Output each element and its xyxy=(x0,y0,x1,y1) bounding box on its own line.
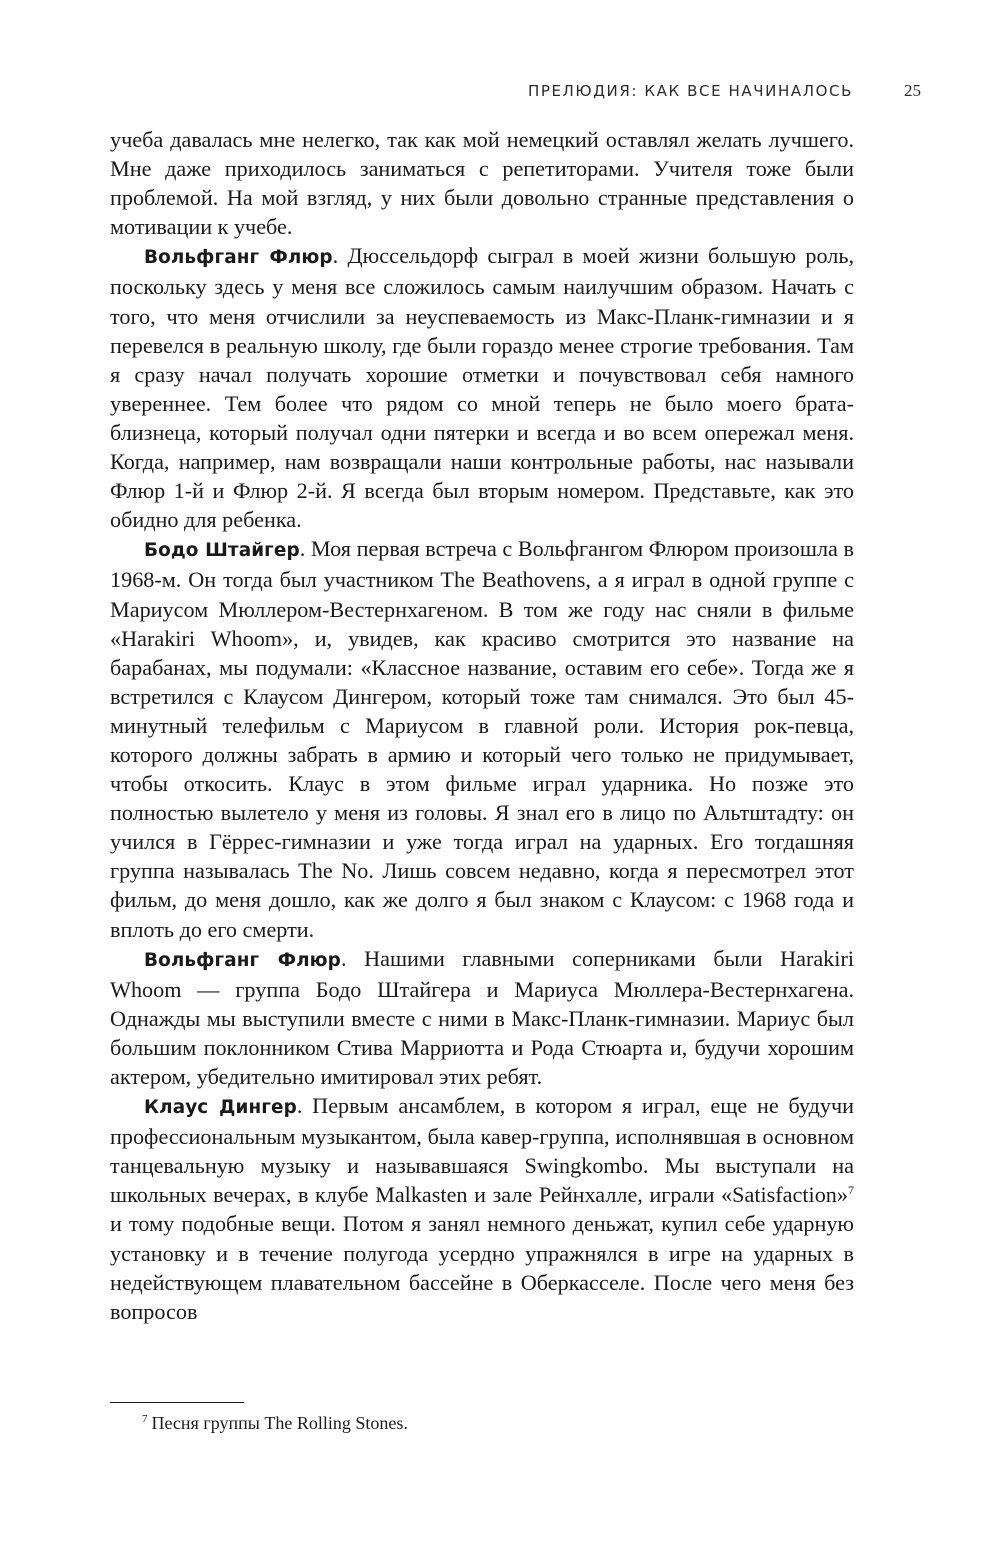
paragraph-text: . Дюссельдорф сыграл в моей жизни большую роль, поскольку здесь у меня все сложилось самым наилучшим образом. Начать с того, что меня отчислили за неуспеваемость из Макс-Планк-гимназии и я перевелся в реальную школу, где были гораздо менее строгие требования. Там я сразу начал получать хорошие отметки и почувствовал себя намного увереннее. Тем более что рядом со мной теперь не было моего брата-близнеца, который получал одни пятерки и всегда и во всем опережал меня. Когда, например, нам возвращали наши контрольные работы, нас называли Флюр 1-й и Флюр 2-й. Я всегда был вторым номером. Представьте, как это обидно для ребенка. xyxy=(110,243,854,533)
speaker-name: Клаус Дингер xyxy=(144,1097,297,1119)
page-number: 25 xyxy=(904,81,921,100)
paragraph xyxy=(110,944,854,1091)
footnote-divider xyxy=(110,1402,244,1403)
paragraph xyxy=(110,241,854,534)
footnote-number: 7 xyxy=(142,1413,148,1425)
body-text xyxy=(110,125,854,1326)
paragraph xyxy=(110,125,854,241)
paragraph-text: . Моя первая встреча с Вольфгангом Флюром произошла в 1968-м. Он тогда был участником The Beathovens, а я играл в одной группе с Мариусом Мюллером-Вестернхагеном. В том же году нас сняли в фильме «Harakiri Whoom», и, увидев, как красиво смотрится это название на барабанах, мы подумали: «Классное название, оставим его себе». Тогда же я встретился с Клаусом Дингером, который тоже там снимался. Это был 45-минутный телефильм с Мариусом в главной роли. История рок-певца, которого должны забрать в армию и который чего только не придумывает, чтобы откосить. Клаус в этом фильме играл ударника. Но позже это полностью вылетело у меня из головы. Я знал его в лицо по Альтштадту: он учился в Гёррес-гимназии и уже тогда играл на ударных. Его тогдашняя группа называлась The No. Лишь совсем недавно, когда я пересмотрел этот фильм, до меня дошло, как же долго я был знаком с Клаусом: с 1968 года и вплоть до его смерти. xyxy=(110,536,854,942)
speaker-name: Вольфганг Флюр xyxy=(144,247,333,269)
paragraph-text: учеба давалась мне нелегко, так как мой немецкий оставлял желать лучшего. Мне даже приходилось заниматься с репетиторами. Учителя тоже были проблемой. На мой взгляд, у них были довольно странные представления о мотивации к учебе. xyxy=(110,127,854,240)
speaker-name: Бодо Штайгер xyxy=(144,540,300,562)
footnote-text: Песня группы The Rolling Stones. xyxy=(151,1413,408,1433)
running-header xyxy=(0,82,1000,110)
paragraph xyxy=(110,534,854,943)
running-title: ПРЕЛЮДИЯ: КАК ВСЕ НАЧИНАЛОСЬ xyxy=(527,82,853,100)
paragraph xyxy=(110,1091,854,1326)
paragraph-text: . Нашими главными соперниками были Harakiri Whoom — группа Бодо Штайгера и Мариуса Мюллера-Вестернхагена. Однажды мы выступили вместе с ними в Макс-Планк-гимназии. Мариус был большим поклонником Стива Марриотта и Рода Стюарта и, будучи хорошим актером, убедительно имитировал этих ребят. xyxy=(110,945,854,1089)
speaker-name: Вольфганг Флюр xyxy=(144,949,341,971)
footnote-reference[interactable]: 7 xyxy=(848,1183,854,1198)
paragraph-text-continued: и тому подобные вещи. Потом я занял немного деньжат, купил себе ударную установку и в течение полугода усердно упражнялся в игре на ударных в недействующем плавательном бассейне в Оберкасселе. После чего меня без вопросов xyxy=(110,1211,854,1324)
footnote xyxy=(142,1411,842,1435)
paragraph-text: . Первым ансамблем, в котором я играл, еще не будучи профессиональным музыкантом, была кавер-группа, исполнявшая в основном танцевальную музыку и называвшаяся Swingkombo. Мы выступали на школьных вечерах, в клубе Malkasten и зале Рейнхалле, играли «Satisfaction» xyxy=(110,1093,854,1208)
